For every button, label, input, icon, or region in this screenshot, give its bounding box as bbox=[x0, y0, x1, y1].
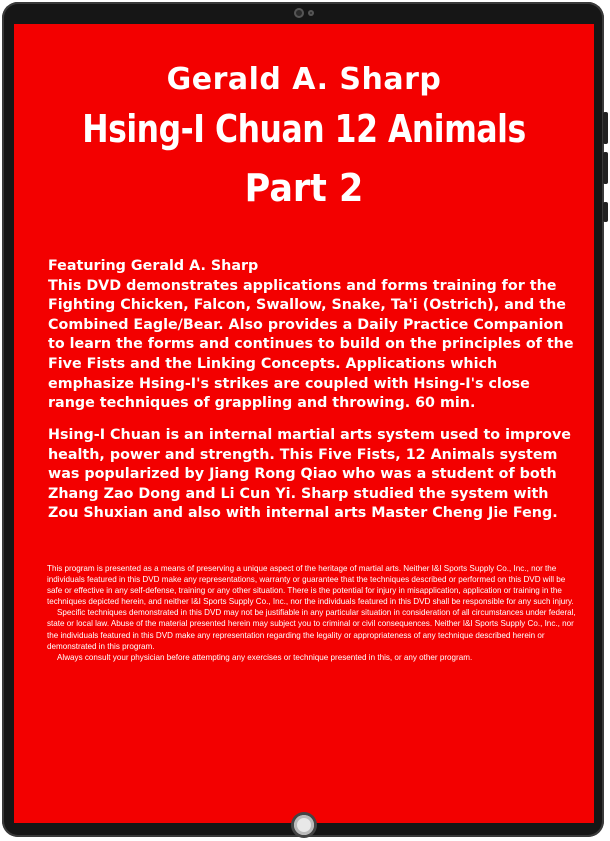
disclaimer-paragraph: This program is presented as a means of preserving a unique aspect of the heritage of martial arts. Neither I&I Sports Supply Co., Inc., nor the individuals featured in this DVD make any representations, warranty or guarantee that the techniques described or performed on this DVD will be safe or effective in any self-defense, training or any other situation. There is the potential for injury in misapplication, application or training in the techniques depicted herein, and neither I&I Sports Supply Co., Inc., nor the individuals featured in this DVD shall be responsible for any such injury. bbox=[47, 564, 574, 607]
disclaimer-block bbox=[47, 563, 577, 663]
disclaimer-paragraph: Always consult your physician before attempting any exercises or technique presented in this, or any other program. bbox=[57, 652, 473, 662]
product-title: Hsing-I Chuan 12 Animals bbox=[82, 107, 526, 151]
description-text: This DVD demonstrates applications and forms training for the Fighting Chicken, Falcon, Swallow, Snake, Ta'i (Ostrich), and the Combined Eagle/Bear. Also provides a Daily Practice Companion to learn the forms and continues to build on the principles of the Five Fists and the Linking Concepts. Applications which emphasize Hsing-I's strikes are coupled with Hsing-I's close range techniques of grappling and throwing. 60 min. bbox=[48, 277, 574, 412]
power-button bbox=[603, 202, 608, 222]
featuring-line: Featuring Gerald A. Sharp bbox=[48, 258, 259, 274]
product-subtitle: Part 2 bbox=[244, 166, 364, 210]
history-block bbox=[48, 426, 578, 524]
disclaimer-paragraph: Specific techniques demonstrated in this DVD may not be justifiable in any particular situation in consideration of all circumstances under federal, state or local law. Abuse of the material presented herein may subject you to criminal or civil consequences. Neither I&I Sports Supply Co., Inc., nor the individuals featured in this DVD make any representation regarding the legality or appropriateness of any technique described herein or demonstrated in this program. bbox=[47, 608, 576, 651]
volume-up-button bbox=[603, 112, 608, 144]
sensor-icon bbox=[308, 10, 314, 16]
cover-screen bbox=[14, 24, 594, 823]
volume-down-button bbox=[603, 152, 608, 184]
description-block bbox=[48, 257, 578, 414]
home-button[interactable] bbox=[294, 815, 314, 835]
tablet-frame bbox=[2, 2, 604, 837]
author-name: Gerald A. Sharp bbox=[166, 62, 442, 97]
history-text: Hsing-I Chuan is an internal martial arts system used to improve health, power and strength. This Five Fists, 12 Animals system was popularized by Jiang Rong Qiao who was a student of both Zhang Zao Dong and Li Cun Yi. Sharp studied the system with Zou Shuxian and also with internal arts Master Cheng Jie Feng. bbox=[48, 427, 571, 522]
camera-icon bbox=[294, 8, 304, 18]
